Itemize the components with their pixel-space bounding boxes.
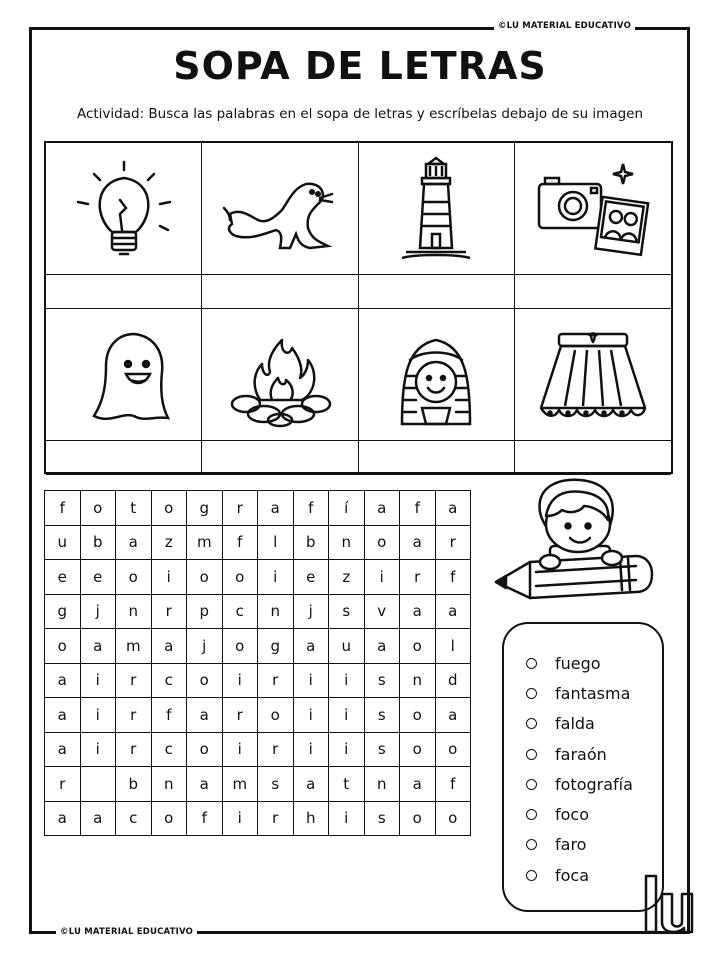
grid-letter-cell[interactable]: n <box>116 594 152 629</box>
lightbulb-cell <box>46 143 202 275</box>
grid-letter-cell[interactable]: s <box>364 663 400 698</box>
grid-letter-cell[interactable]: i <box>329 801 365 836</box>
grid-letter-cell[interactable]: n <box>364 767 400 802</box>
answer-field-6[interactable] <box>202 441 358 475</box>
grid-letter-cell[interactable]: s <box>364 698 400 733</box>
grid-letter-cell[interactable]: r <box>222 698 258 733</box>
grid-letter-cell[interactable]: a <box>187 767 223 802</box>
bullet-circle-icon[interactable] <box>526 718 537 729</box>
grid-letter-cell[interactable]: o <box>222 629 258 664</box>
grid-letter-cell[interactable]: i <box>293 698 329 733</box>
word-item <box>504 739 662 769</box>
grid-letter-cell[interactable]: r <box>258 801 294 836</box>
grid-letter-cell[interactable]: i <box>222 663 258 698</box>
word-label: fantasma <box>555 683 631 703</box>
seal-cell <box>202 143 358 275</box>
lu-logo <box>642 872 702 942</box>
grid-letter-cell[interactable]: b <box>80 525 116 560</box>
ghost-icon <box>64 320 184 430</box>
grid-letter-cell[interactable]: v <box>364 594 400 629</box>
grid-letter-cell[interactable]: a <box>293 767 329 802</box>
grid-letter-cell[interactable]: o <box>151 491 187 526</box>
grid-letter-cell[interactable]: z <box>151 525 187 560</box>
grid-letter-cell[interactable]: o <box>400 629 436 664</box>
grid-letter-cell[interactable]: o <box>222 560 258 595</box>
brand-bottom: ©LU MATERIAL EDUCATIVO <box>56 927 197 937</box>
grid-letter-cell[interactable]: i <box>293 663 329 698</box>
lighthouse-icon <box>376 154 496 264</box>
grid-letter-cell[interactable]: h <box>293 801 329 836</box>
word-item <box>504 860 662 890</box>
grid-letter-cell[interactable]: f <box>400 491 436 526</box>
grid-letter-cell[interactable]: r <box>258 732 294 767</box>
grid-letter-cell[interactable]: r <box>116 663 152 698</box>
grid-letter-cell[interactable]: f <box>187 801 223 836</box>
grid-letter-cell[interactable]: o <box>116 560 152 595</box>
answer-field-3[interactable] <box>359 275 515 309</box>
grid-letter-cell[interactable]: j <box>80 594 116 629</box>
word-search-grid <box>44 490 471 836</box>
answer-field-1[interactable] <box>46 275 202 309</box>
campfire-cell <box>202 309 358 441</box>
campfire-icon <box>220 320 340 430</box>
word-label: falda <box>555 714 595 734</box>
grid-letter-cell[interactable]: r <box>45 767 81 802</box>
word-item <box>504 709 662 739</box>
page-title: SOPA DE LETRAS <box>173 44 547 88</box>
grid-letter-cell[interactable]: a <box>435 594 471 629</box>
grid-row <box>45 698 471 733</box>
grid-letter-cell[interactable]: e <box>45 560 81 595</box>
grid-letter-cell[interactable]: o <box>187 560 223 595</box>
grid-letter-cell[interactable]: l <box>258 525 294 560</box>
word-label: faro <box>555 835 587 855</box>
grid-letter-cell[interactable]: t <box>116 491 152 526</box>
lightbulb-icon <box>64 154 184 264</box>
grid-letter-cell[interactable]: o <box>187 732 223 767</box>
answer-field-8[interactable] <box>515 441 671 475</box>
grid-letter-cell[interactable]: í <box>329 491 365 526</box>
kid-with-pencil-icon <box>490 476 670 626</box>
word-label: fuego <box>555 653 601 673</box>
grid-letter-cell[interactable]: o <box>151 801 187 836</box>
grid-letter-cell[interactable]: a <box>258 491 294 526</box>
grid-letter-cell[interactable]: o <box>400 698 436 733</box>
picture-table <box>44 141 673 474</box>
grid-letter-cell[interactable]: a <box>435 491 471 526</box>
grid-letter-cell[interactable]: j <box>187 629 223 664</box>
word-label: foca <box>555 865 590 885</box>
grid-row <box>45 801 471 836</box>
answer-field-5[interactable] <box>46 441 202 475</box>
grid-letter-cell[interactable]: c <box>151 732 187 767</box>
answer-field-4[interactable] <box>515 275 671 309</box>
grid-letter-cell[interactable]: n <box>400 663 436 698</box>
grid-letter-cell[interactable]: i <box>151 560 187 595</box>
grid-letter-cell[interactable]: o <box>435 732 471 767</box>
answer-field-7[interactable] <box>359 441 515 475</box>
grid-letter-cell[interactable]: o <box>400 801 436 836</box>
word-item <box>504 678 662 708</box>
grid-letter-cell[interactable]: e <box>80 560 116 595</box>
grid-letter-cell[interactable]: f <box>435 560 471 595</box>
grid-letter-cell[interactable]: d <box>435 663 471 698</box>
grid-row <box>45 525 471 560</box>
grid-letter-cell[interactable]: i <box>222 801 258 836</box>
word-label: faraón <box>555 744 607 764</box>
grid-letter-cell[interactable]: a <box>293 629 329 664</box>
camera-photo-icon <box>533 154 653 264</box>
grid-letter-cell[interactable]: i <box>258 560 294 595</box>
grid-letter-cell[interactable]: l <box>435 629 471 664</box>
word-item <box>504 648 662 678</box>
grid-letter-cell[interactable]: a <box>45 801 81 836</box>
pharaoh-cell <box>359 309 515 441</box>
grid-letter-cell[interactable]: a <box>151 629 187 664</box>
grid-letter-cell[interactable]: n <box>151 767 187 802</box>
grid-letter-cell[interactable]: b <box>293 525 329 560</box>
bullet-circle-icon[interactable] <box>526 839 537 850</box>
grid-letter-cell[interactable]: u <box>45 525 81 560</box>
skirt-cell <box>515 309 671 441</box>
grid-letter-cell[interactable]: a <box>45 698 81 733</box>
grid-letter-cell[interactable]: m <box>116 629 152 664</box>
grid-letter-cell[interactable]: f <box>293 491 329 526</box>
word-label: foco <box>555 805 590 825</box>
grid-letter-cell[interactable]: i <box>293 732 329 767</box>
grid-letter-cell[interactable]: r <box>116 732 152 767</box>
grid-letter-cell[interactable]: i <box>80 698 116 733</box>
grid-letter-cell[interactable]: o <box>45 629 81 664</box>
grid-letter-cell[interactable]: i <box>364 560 400 595</box>
grid-letter-cell[interactable]: s <box>329 594 365 629</box>
grid-letter-cell[interactable]: o <box>258 698 294 733</box>
grid-letter-cell[interactable]: m <box>222 767 258 802</box>
grid-letter-cell[interactable]: m <box>187 525 223 560</box>
grid-row <box>45 629 471 664</box>
camera-photo-cell <box>515 143 671 275</box>
pharaoh-icon <box>376 320 496 430</box>
skirt-icon <box>533 320 653 430</box>
grid-letter-cell[interactable]: c <box>116 801 152 836</box>
bullet-circle-icon[interactable] <box>526 749 537 760</box>
grid-letter-cell[interactable]: e <box>293 560 329 595</box>
grid-letter-cell[interactable]: r <box>151 594 187 629</box>
grid-letter-cell[interactable]: i <box>80 732 116 767</box>
grid-row <box>45 491 471 526</box>
grid-letter-cell[interactable]: f <box>435 767 471 802</box>
word-item <box>504 799 662 829</box>
grid-letter-cell[interactable]: a <box>80 629 116 664</box>
bullet-circle-icon[interactable] <box>526 658 537 669</box>
grid-letter-cell[interactable]: r <box>400 560 436 595</box>
bullet-circle-icon[interactable] <box>526 688 537 699</box>
seal-icon <box>220 154 340 264</box>
grid-letter-cell[interactable]: i <box>80 663 116 698</box>
grid-letter-cell[interactable]: o <box>187 663 223 698</box>
word-item <box>504 830 662 860</box>
grid-letter-cell[interactable]: g <box>258 629 294 664</box>
word-label: fotografía <box>555 774 633 794</box>
grid-letter-cell[interactable]: i <box>329 698 365 733</box>
grid-letter-cell[interactable]: a <box>400 594 436 629</box>
grid-letter-cell[interactable] <box>80 767 116 802</box>
grid-letter-cell[interactable]: r <box>258 663 294 698</box>
grid-letter-cell[interactable]: s <box>364 801 400 836</box>
grid-letter-cell[interactable]: c <box>222 594 258 629</box>
bullet-circle-icon[interactable] <box>526 809 537 820</box>
grid-letter-cell[interactable]: r <box>116 698 152 733</box>
grid-letter-cell[interactable]: a <box>400 767 436 802</box>
grid-letter-cell[interactable]: o <box>80 491 116 526</box>
grid-letter-cell[interactable]: a <box>400 525 436 560</box>
grid-letter-cell[interactable]: a <box>435 698 471 733</box>
grid-letter-cell[interactable]: i <box>329 663 365 698</box>
grid-letter-cell[interactable]: o <box>435 801 471 836</box>
word-item <box>504 769 662 799</box>
grid-letter-cell[interactable]: a <box>80 801 116 836</box>
grid-letter-cell[interactable]: p <box>187 594 223 629</box>
grid-letter-cell[interactable]: g <box>45 594 81 629</box>
lighthouse-cell <box>359 143 515 275</box>
grid-letter-cell[interactable]: i <box>329 732 365 767</box>
grid-row <box>45 560 471 595</box>
grid-letter-cell[interactable]: a <box>45 663 81 698</box>
ghost-cell <box>46 309 202 441</box>
grid-letter-cell[interactable]: i <box>222 732 258 767</box>
grid-letter-cell[interactable]: o <box>364 525 400 560</box>
grid-row <box>45 594 471 629</box>
grid-letter-cell[interactable]: o <box>400 732 436 767</box>
grid-letter-cell[interactable]: a <box>364 629 400 664</box>
grid-row <box>45 767 471 802</box>
grid-letter-cell[interactable]: r <box>222 491 258 526</box>
grid-letter-cell[interactable]: a <box>116 525 152 560</box>
grid-letter-cell[interactable]: a <box>187 698 223 733</box>
grid-letter-cell[interactable]: b <box>116 767 152 802</box>
grid-letter-cell[interactable]: r <box>435 525 471 560</box>
grid-letter-cell[interactable]: s <box>258 767 294 802</box>
grid-letter-cell[interactable]: u <box>329 629 365 664</box>
grid-letter-cell[interactable]: t <box>329 767 365 802</box>
word-list <box>502 622 664 912</box>
grid-letter-cell[interactable]: c <box>151 663 187 698</box>
grid-letter-cell[interactable]: n <box>258 594 294 629</box>
answer-field-2[interactable] <box>202 275 358 309</box>
bullet-circle-icon[interactable] <box>526 779 537 790</box>
grid-letter-cell[interactable]: g <box>187 491 223 526</box>
grid-row <box>45 732 471 767</box>
grid-letter-cell[interactable]: s <box>364 732 400 767</box>
grid-letter-cell[interactable]: a <box>364 491 400 526</box>
grid-letter-cell[interactable]: f <box>151 698 187 733</box>
brand-top: ©LU MATERIAL EDUCATIVO <box>494 21 635 31</box>
grid-letter-cell[interactable]: f <box>45 491 81 526</box>
grid-letter-cell[interactable]: a <box>45 732 81 767</box>
instructions: Actividad: Busca las palabras en el sopa de letras y escríbelas debajo de su imagen <box>76 106 644 122</box>
grid-letter-cell[interactable]: j <box>293 594 329 629</box>
grid-letter-cell[interactable]: z <box>329 560 365 595</box>
grid-row <box>45 663 471 698</box>
grid-letter-cell[interactable]: n <box>329 525 365 560</box>
grid-letter-cell[interactable]: f <box>222 525 258 560</box>
bullet-circle-icon[interactable] <box>526 870 537 881</box>
